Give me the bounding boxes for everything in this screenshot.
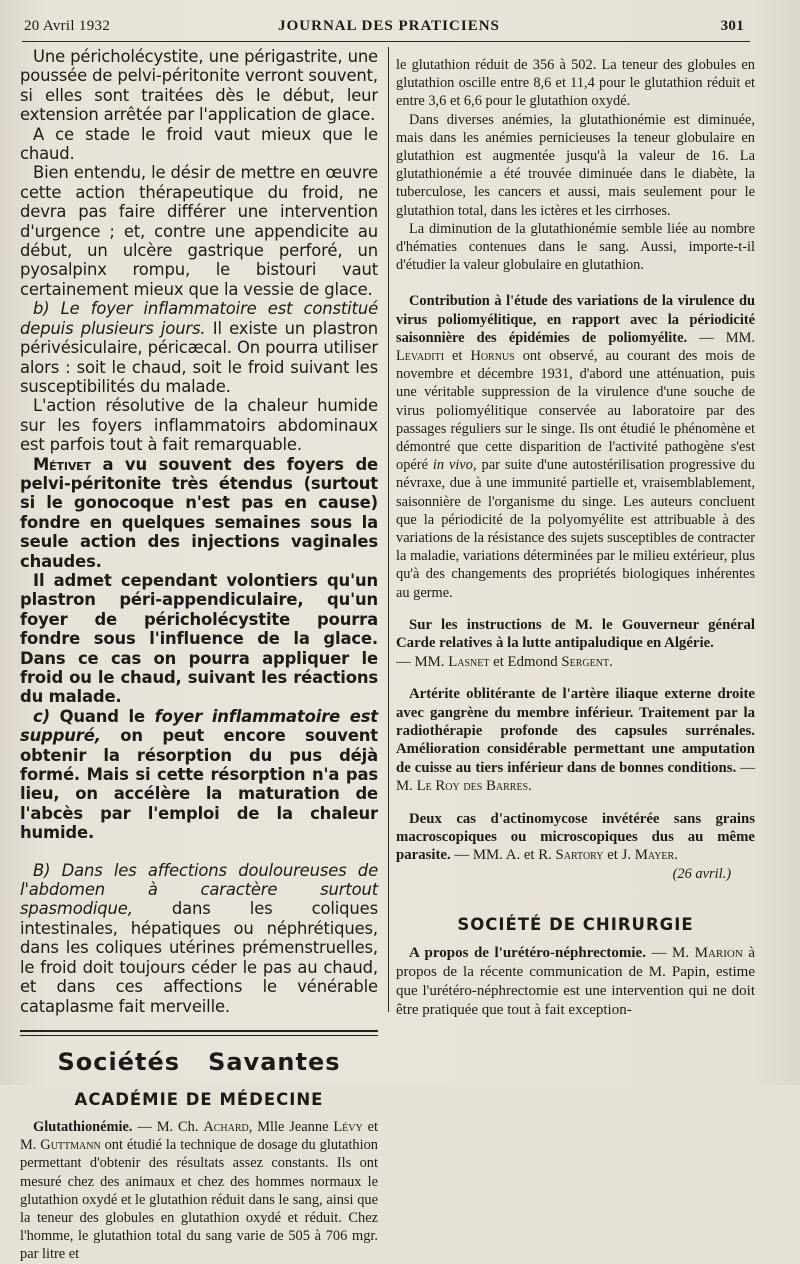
author-name: Marion (694, 944, 743, 961)
report-title: Artérite oblitérante de l'artère iliaque externe droite avec gangrène du membre inférieur. Traitement par la radiothérapie profonde des capsules surrénales. Amélioration considérable permettant une amputation de cuisse au tiers inférieur dans de bonnes conditions. (396, 686, 755, 776)
paragraph: L'action résolutive de la chaleur humide sur les foyers inflammatoirs abdominaux est parfois tout à fait remarquable. (20, 396, 378, 455)
report-title: Deux cas d'actinomycose invétérée sans grains macroscopiques ou microscopiques dus au même parasite. (396, 810, 755, 864)
paragraph-text: — MM. (396, 653, 449, 670)
paragraph-text: a vu souvent des foyers de pelvi-péritonite très étendus (surtout si le gonocoque n'est pas en cause) fondre en quelques semaines sous la seule action des injections vaginales chaudes. (20, 454, 378, 571)
paragraph-text: et J. (603, 847, 635, 864)
author-name: Lévy (333, 1118, 363, 1135)
list-letter: b) (33, 299, 50, 319)
author-name: Achard (203, 1118, 249, 1135)
paragraph-text: , Mlle Jeanne (248, 1118, 334, 1135)
author-name: Métivet (33, 454, 91, 474)
page-number: 301 (720, 18, 744, 34)
running-header (24, 18, 744, 40)
paragraph (20, 707, 378, 843)
report-arterite (396, 685, 755, 795)
report-nephrectomie (396, 944, 755, 1020)
report-title: Glutathionémie. (33, 1118, 133, 1135)
paragraph-text: à propos de la récente communication de M. Papin, estime que l'urétéro-néphrectomie est une intervention qui ne doit être pratiquée que tout à fait exception- (396, 944, 755, 1018)
paragraph-text: dans les coliques intestinales, hépatiques ou néphrétiques, dans les coliques utérines prémenstruelles, le froid doit toujours céder le pas au chaud, et dans ces affections le vénérable cataplasme fait merveille. (20, 899, 378, 1016)
section-title: Sociétés Savantes (57, 1047, 341, 1076)
paragraph: La diminution de la glutathionémie semble liée au nombre d'hématies contenues dans le sang. Aussi, importe-t-il d'étudier la valeur globulaire en glutathion. (396, 220, 755, 274)
italic-phrase: B) Dans les affections douloureuses de l'abdomen à caractère surtout spasmodique, (20, 860, 378, 919)
report-actinomycose (396, 810, 755, 865)
paragraph-text: ont observé, au courant des mois de novembre et décembre 1931, d'abord une atténuation, puis une véritable suppression de la virulence d'une souche de virus poliomyélitique conservée au laboratoire par des passages réguliers sur le singe. Ils ont étudié le phénomène et démontré que cette disparition de l'activité pathogène s'est opéré (396, 348, 755, 474)
report-antipaludique (396, 616, 755, 671)
report-title: Sur les instructions de M. le Gouverneur général Carde relatives à la lutte antipaludique en Algérie. (396, 616, 755, 652)
list-letter: c) (33, 706, 50, 726)
report-title: Contribution à l'étude des variations de la virulence du virus poliomyélitique, en rapport avec la périodicité saisonnière des épidémies de poliomyélite. (396, 293, 755, 346)
author-name: Lasnet (448, 653, 490, 670)
paragraph: Il admet cependant volontiers qu'un plastron péri-appendiculaire, qu'un foyer de péricholécystite pourra fondre sous l'influence de la glace. Dans ce cas on pourra appliquer le froid ou le chaud, suivant les réactions du malade. (20, 570, 378, 707)
author-name: Guttmann (40, 1137, 101, 1154)
paragraph (20, 299, 378, 396)
chirurgie-heading: SOCIÉTÉ DE CHIRURGIE (457, 914, 694, 934)
paragraph-text: on peut encore souvent obtenir la résorption du pus déjà formé. Mais si cette résorption n'a pas lieu, on accélère la maturation de l'abcès par l'emploi de la chaleur humide. (20, 726, 378, 843)
paragraph-text: et Edmond (489, 653, 562, 670)
paragraph-text: et M. (20, 1118, 378, 1154)
author-name: Mayer (634, 847, 675, 864)
author-name: Le Roy des Barres (416, 778, 529, 795)
author-name: Sartory (555, 847, 604, 864)
paragraph-text: . (528, 778, 532, 795)
left-column (20, 47, 378, 1264)
paragraph-text: ont étudié la technique de dosage du glutathion permettant d'obtenir des résultats assez constants. Ils ont mesuré chez des animaux et chez des hommes normaux le glutathion oxydé et le glutathion réduit dans le sang, ainsi que la teneur des globules en glutathion oxydé et réduit. Chez l'homme, le glutathion total du sang varie de 505 à 706 mgr. par litre et (20, 1137, 378, 1263)
report-glutathionemie (20, 1118, 378, 1264)
paragraph-text: — MM. (687, 329, 755, 346)
paragraph: Bien entendu, le désir de mettre en œuvre cette action thérapeutique du froid, ne devra pas faire différer une intervention d'urgence ; et, contre une appendicite au début, un ulcère gastrique perforé, un pyosalpinx rompu, le bistouri vaut certainement mieux que la vessie de glace. (20, 163, 378, 299)
italic-phrase: foyer inflammatoire est suppuré, (20, 706, 378, 746)
paragraph (20, 455, 378, 571)
paragraph: A ce stade le froid vaut mieux que le chaud. (20, 124, 378, 164)
paragraph-text: Quand le (59, 706, 145, 726)
paragraph-text: — M. (645, 944, 695, 961)
right-column (396, 56, 755, 1020)
paragraph-text: — MM. A. et R. (450, 847, 556, 864)
author-name: Hornus (470, 348, 515, 365)
paragraph-text: et (444, 348, 471, 365)
paragraph: Dans diverses anémies, la glutathionémie est diminuée, mais dans les anémies pernicieuses la teneur globulaire en glutathion est augmentée jusqu'à la valeur de 16. La glutathionémie a été trouvée diminuée dans le diabète, la tuberculose, les cancers et aussi, mais seulement pour le glutathion total, dans les ictères et les cirrhoses. (396, 111, 755, 219)
journal-title: JOURNAL DES PRATICIENS (278, 18, 500, 34)
paragraph-text: — M. Ch. (132, 1118, 204, 1135)
paragraph (20, 861, 378, 1016)
author-name: Sergent (561, 653, 610, 670)
paragraph-text: . (609, 653, 613, 670)
paragraph: Une péricholécystite, une périgastrite, une poussée de pelvi-péritonite verront souvent, si elles sont traitées dès le début, leur extension arrêtée par l'application de glace. (20, 47, 378, 125)
paragraph: le glutathion réduit de 356 à 502. La teneur des globules en glutathion oscille entre 8,6 et 11,4 pour le glutathion réduit et entre 3,6 et 6,6 pour le glutathion oxydé. (396, 57, 755, 110)
academy-heading: ACADÉMIE DE MÉDECINE (74, 1089, 324, 1109)
paragraph-text: . (674, 847, 678, 864)
paragraph-text: Il existe un plastron périvésiculaire, péricæcal. On pourra utiliser alors : soit le chaud, soit le froid suivant les susceptibilités du malade. (20, 318, 378, 396)
report-title: A propos de l'urétéro-néphrectomie. (409, 944, 646, 961)
italic-phrase: Le foyer inflammatoire est constitué depuis plusieurs jours. (20, 299, 378, 338)
paragraph-text: , par suite d'une autostérilisation progressive du névraxe, due à une immunité partielle et, vraisemblablement, saisonnière de l'organisme du singe. Les auteurs concluent que la périodicité de la polyomyélite est attribuable à des variations de la résistance des sujets susceptibles de contracter la maladie, variations déterminées par le milieu extérieur, plus qu'à des changements des propriétés biologiques inhérentes au germe. (396, 457, 755, 601)
header-rule (22, 41, 750, 42)
paragraph-text: — M. (396, 759, 755, 795)
issue-date: 20 Avril 1932 (24, 18, 111, 34)
italic-phrase: in vivo (432, 457, 474, 474)
report-poliomyelite (396, 292, 755, 601)
author-name: Levaditi (396, 348, 445, 365)
session-date: (26 avril.) (672, 865, 731, 882)
column-divider (388, 47, 389, 1012)
